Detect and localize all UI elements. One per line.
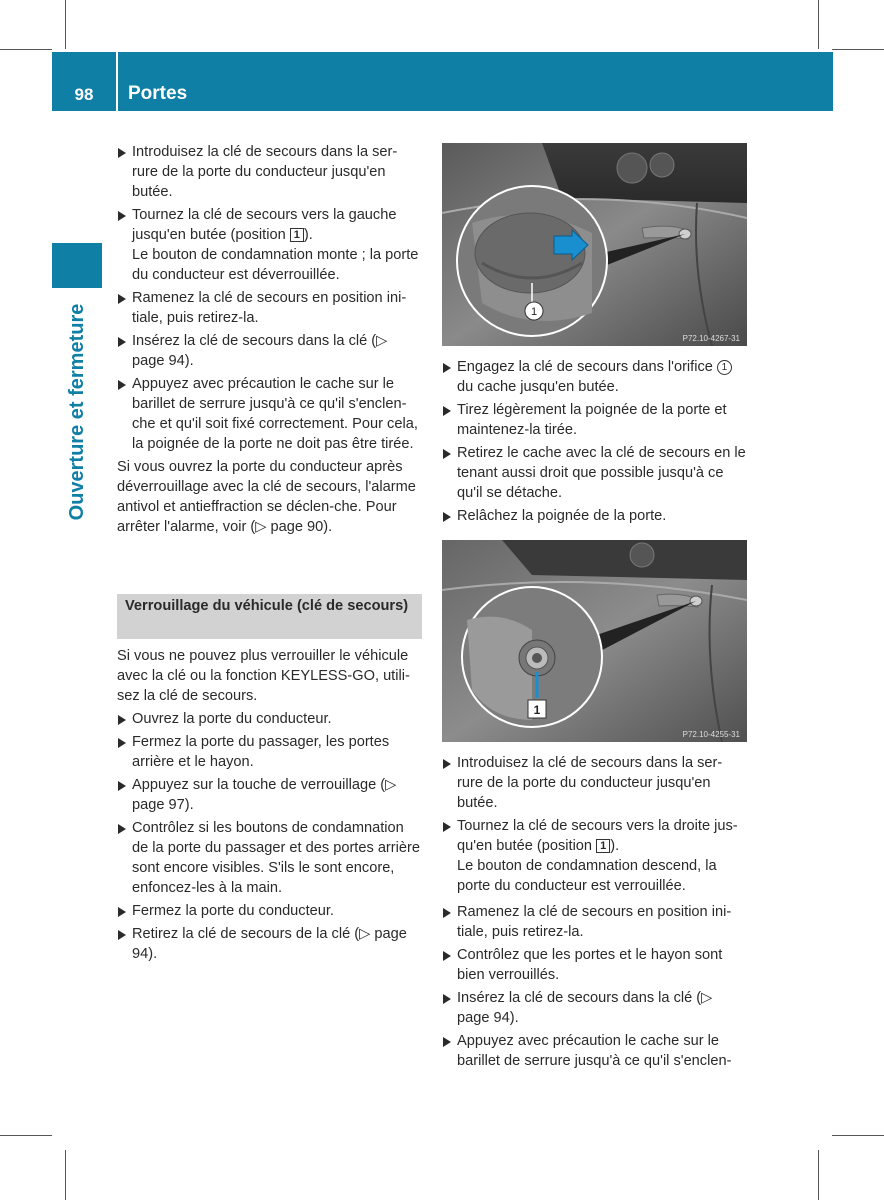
side-tab-label: Ouverture et fermeture <box>66 303 88 521</box>
orifice-ref: 1 <box>717 360 732 375</box>
bullet-arrow-icon <box>118 907 126 917</box>
list-item: Ramenez la clé de secours en position ini-tiale, puis retirez-la. <box>117 288 423 328</box>
right-column-top <box>442 357 748 529</box>
crop-mark <box>65 1150 66 1200</box>
door-illustration-1 <box>442 143 747 346</box>
list-item: Contrôlez si les boutons de condamnation de la porte du passager et des portes arrière sont encore visibles. S'ils le sont encore, enfoncez-les à la main. <box>117 818 423 898</box>
bullet-arrow-icon <box>443 449 451 459</box>
bullet-arrow-icon <box>443 512 451 522</box>
list-item: Retirez le cache avec la clé de secours en le tenant aussi droit que possible jusqu'à ce qu'il se détache. <box>442 443 748 503</box>
left-column <box>117 142 423 540</box>
header-divider <box>116 52 118 111</box>
bullet-arrow-icon <box>118 715 126 725</box>
figure-door-lock-barrel <box>442 540 747 742</box>
crop-mark <box>65 0 66 49</box>
list-item: Appuyez sur la touche de verrouillage (▷ page 97). <box>117 775 423 815</box>
crop-mark <box>832 1135 884 1136</box>
list-item: Relâchez la poignée de la porte. <box>442 506 748 526</box>
list-item: Fermez la porte du conducteur. <box>117 901 423 921</box>
bullet-arrow-icon <box>443 951 451 961</box>
bullet-arrow-icon <box>443 822 451 832</box>
left-column-section <box>117 646 423 967</box>
bullet-arrow-icon <box>443 1037 451 1047</box>
figure-door-handle-cache <box>442 143 747 346</box>
figure-callout: 1 <box>533 703 541 717</box>
list-item: Tournez la clé de secours vers la gauche jusqu'en butée (position 1 ). Le bouton de condamnation monte ; la porte du conducteur est déverrouillée. <box>117 205 423 285</box>
list-item: Insérez la clé de secours dans la clé (▷ page 94). <box>117 331 423 371</box>
bullet-arrow-icon <box>443 759 451 769</box>
bullet-arrow-icon <box>443 908 451 918</box>
crop-mark <box>832 49 884 50</box>
list-item: Appuyez avec précaution le cache sur le barillet de serrure jusqu'à ce qu'il s'enclen- <box>442 1031 748 1071</box>
page-number: 98 <box>74 85 94 104</box>
crop-mark <box>818 1150 819 1200</box>
list-item: Appuyez avec précaution le cache sur le barillet de serrure jusqu'à ce qu'il s'enclen-che et qu'il soit fixé correctement. Pour cela, la poignée de la porte ne doit pas être tirée. <box>117 374 423 454</box>
bullet-arrow-icon <box>118 380 126 390</box>
list-item: Ouvrez la porte du conducteur. <box>117 709 423 729</box>
list-item: Introduisez la clé de secours dans la ser-rure de la porte du conducteur jusqu'en butée. <box>442 753 748 813</box>
list-item: Contrôlez que les portes et le hayon sont bien verrouillés. <box>442 945 748 985</box>
figure-code: P72.10-4255-31 <box>682 730 740 739</box>
figure-callout: 1 <box>530 306 538 318</box>
list-item: Tournez la clé de secours vers la droite jus-qu'en butée (position 1 ). Le bouton de condamnation descend, la porte du conducteur est verrouillée. <box>442 816 748 896</box>
list-item: Ramenez la clé de secours en position ini-tiale, puis retirez-la. <box>442 902 748 942</box>
list-item: Tirez légèrement la poignée de la porte et maintenez-la tirée. <box>442 400 748 440</box>
crop-mark <box>818 0 819 49</box>
list-item: Retirez la clé de secours de la clé (▷ page 94). <box>117 924 423 964</box>
page-title: Portes <box>128 83 188 104</box>
bullet-arrow-icon <box>443 363 451 373</box>
crop-mark <box>0 49 52 50</box>
step-result: Le bouton de condamnation monte ; la porte du conducteur est déverrouillée. <box>132 247 419 283</box>
figure-code: P72.10-4267-31 <box>682 334 740 343</box>
list-item: Introduisez la clé de secours dans la ser-rure de la porte du conducteur jusqu'en butée. <box>117 142 423 202</box>
list-item: Insérez la clé de secours dans la clé (▷ page 94). <box>442 988 748 1028</box>
crop-mark <box>0 1135 52 1136</box>
bullet-arrow-icon <box>118 211 126 221</box>
bullet-arrow-icon <box>118 294 126 304</box>
list-item: Engagez la clé de secours dans l'orifice 1 du cache jusqu'en butée. <box>442 357 748 397</box>
note-paragraph: Si vous ouvrez la porte du conducteur après déverrouillage avec la clé de secours, l'alarme antivol et antieffraction se déclen-che. Pour arrêter l'alarme, voir (▷ page 90). <box>117 459 416 535</box>
position-ref: 1 <box>596 839 610 853</box>
list-item: Fermez la porte du passager, les portes arrière et le hayon. <box>117 732 423 772</box>
step-result: Le bouton de condamnation descend, la porte du conducteur est verrouillée. <box>457 858 717 894</box>
position-ref: 1 <box>290 228 304 242</box>
bullet-arrow-icon <box>118 337 126 347</box>
bullet-arrow-icon <box>118 781 126 791</box>
section-heading: Verrouillage du véhicule (clé de secours) <box>117 594 422 639</box>
bullet-arrow-icon <box>443 406 451 416</box>
right-column-bottom <box>442 753 748 1074</box>
bullet-arrow-icon <box>118 824 126 834</box>
bullet-arrow-icon <box>118 930 126 940</box>
section-intro: Si vous ne pouvez plus verrouiller le véhicule avec la clé ou la fonction KEYLESS-GO, utili-sez la clé de secours. <box>117 648 410 704</box>
bullet-arrow-icon <box>443 994 451 1004</box>
bullet-arrow-icon <box>118 148 126 158</box>
door-illustration-2 <box>442 540 747 742</box>
bullet-arrow-icon <box>118 738 126 748</box>
